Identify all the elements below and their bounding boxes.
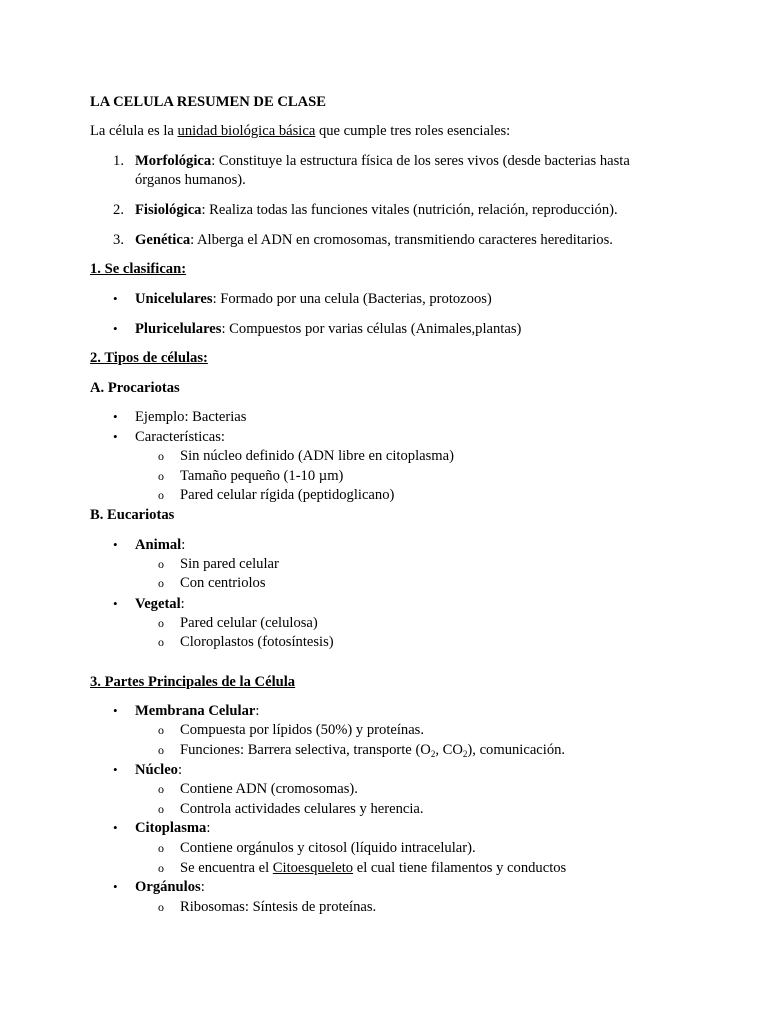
bullet-circle: o [158,469,164,483]
list-item-unicelulares [135,289,492,309]
sub-list-item: Sin pared celular [180,556,279,572]
bullet-circle: o [158,723,164,737]
sub-list-item: Contiene orgánulos y citosol (líquido intracelular). [180,840,476,856]
intro-paragraph [90,121,510,141]
bullet-circle: o [158,576,164,590]
item-text: : Formado por una celula (Bacterias, protozoos) [212,291,492,307]
bullet-circle: o [158,635,164,649]
eucariotas-heading: B. Eucariotas [90,507,175,523]
text-part: Se encuentra el [180,860,273,876]
text-part: Funciones: Barrera selectiva, transporte (O [180,742,431,758]
role-number-1: 1. [113,153,124,169]
role-item-1 [135,151,630,171]
bullet-disc: • [113,429,118,444]
role-number-2: 2. [113,202,124,218]
item-term: Vegetal [135,596,181,612]
list-item-animal [135,535,185,555]
bullet-disc: • [113,291,118,306]
item-colon: : [206,820,211,836]
role-text: : Alberga el ADN en cromosomas, transmitiendo caracteres hereditarios. [190,232,613,248]
text-part: el cual tiene filamentos y conductos [353,860,567,876]
text-part: ), comunicación. [467,742,566,758]
item-colon: : [255,703,260,719]
section-3-heading: 3. Partes Principales de la Célula [90,674,296,690]
sub-list-item: Sin núcleo definido (ADN libre en citoplasma) [180,448,454,464]
list-item-citoplasma [135,818,210,838]
sub-list-item: Con centriolos [180,575,266,591]
role-number-3: 3. [113,232,124,248]
bullet-circle: o [158,900,164,914]
bullet-disc: • [113,703,118,718]
section-2-heading: 2. Tipos de células: [90,350,208,366]
item-text: : Compuestos por varias células (Animales,plantas) [221,321,522,337]
item-colon: : [200,879,205,895]
bullet-disc: • [113,879,118,894]
bullet-disc: • [113,409,118,424]
bullet-disc: • [113,321,118,336]
section-1-heading: 1. Se clasifican: [90,261,187,277]
bullet-disc: • [113,596,118,611]
sub-list-item: Compuesta por lípidos (50%) y proteínas. [180,722,425,738]
bullet-circle: o [158,488,164,502]
sub-list-item: Ribosomas: Síntesis de proteínas. [180,899,377,915]
list-item-membrana [135,701,259,721]
underlined-term: Citoesqueleto [272,860,354,876]
bullet-disc: • [113,820,118,835]
list-item-nucleo [135,760,182,780]
bullet-disc: • [113,762,118,777]
list-item-pluricelulares [135,319,521,339]
item-term: Núcleo [135,762,178,778]
role-item-2 [135,200,618,220]
sub-list-item: Pared celular rígida (peptidoglicano) [180,487,395,503]
role-term: Genética [135,232,191,248]
document-title: LA CELULA RESUMEN DE CLASE [90,94,326,110]
list-item-organulos [135,877,205,897]
role-text: : Realiza todas las funciones vitales (nutrición, relación, reproducción). [201,202,618,218]
bullet-circle: o [158,557,164,571]
subscript: 2 [462,749,468,759]
bullet-disc: • [113,537,118,552]
subscript: 2 [430,749,436,759]
bullet-circle: o [158,449,164,463]
intro-underlined-term: unidad biológica básica [177,123,316,139]
item-term: Unicelulares [135,291,213,307]
bullet-circle: o [158,743,164,757]
sub-list-item: Pared celular (celulosa) [180,615,318,631]
sub-list-item-functions [180,740,565,764]
text-part: , CO [435,742,463,758]
item-colon: : [180,596,185,612]
bullet-circle: o [158,782,164,796]
bullet-circle: o [158,802,164,816]
sub-list-item: Controla actividades celulares y herencia. [180,801,424,817]
item-term: Orgánulos [135,879,201,895]
list-item: Características: [135,429,225,445]
list-item-vegetal [135,594,185,614]
bullet-circle: o [158,841,164,855]
item-colon: : [177,762,183,778]
intro-after: que cumple tres roles esenciales: [315,123,511,139]
bullet-circle: o [158,616,164,630]
procariotas-heading: A. Procariotas [90,380,180,396]
role-term: Morfológica [135,153,212,169]
sub-list-item: Cloroplastos (fotosíntesis) [180,634,334,650]
item-colon: : [181,537,186,553]
role-item-1-continued: órganos humanos). [135,172,246,188]
bullet-circle: o [158,861,164,875]
item-term: Citoplasma [135,820,207,836]
item-term: Membrana Celular [135,703,256,719]
sub-list-item: Tamaño pequeño (1-10 µm) [180,468,344,484]
sub-list-item-citoesqueleto [180,858,566,878]
list-item: Ejemplo: Bacterias [135,409,247,425]
role-item-3 [135,230,613,250]
sub-list-item: Contiene ADN (cromosomas). [180,781,358,797]
intro-before: La célula es la [90,123,178,139]
item-term: Animal [135,537,182,553]
role-text: : Constituye la estructura física de los seres vivos (desde bacterias hasta [211,153,630,169]
item-term: Pluricelulares [135,321,222,337]
role-term: Fisiológica [135,202,202,218]
